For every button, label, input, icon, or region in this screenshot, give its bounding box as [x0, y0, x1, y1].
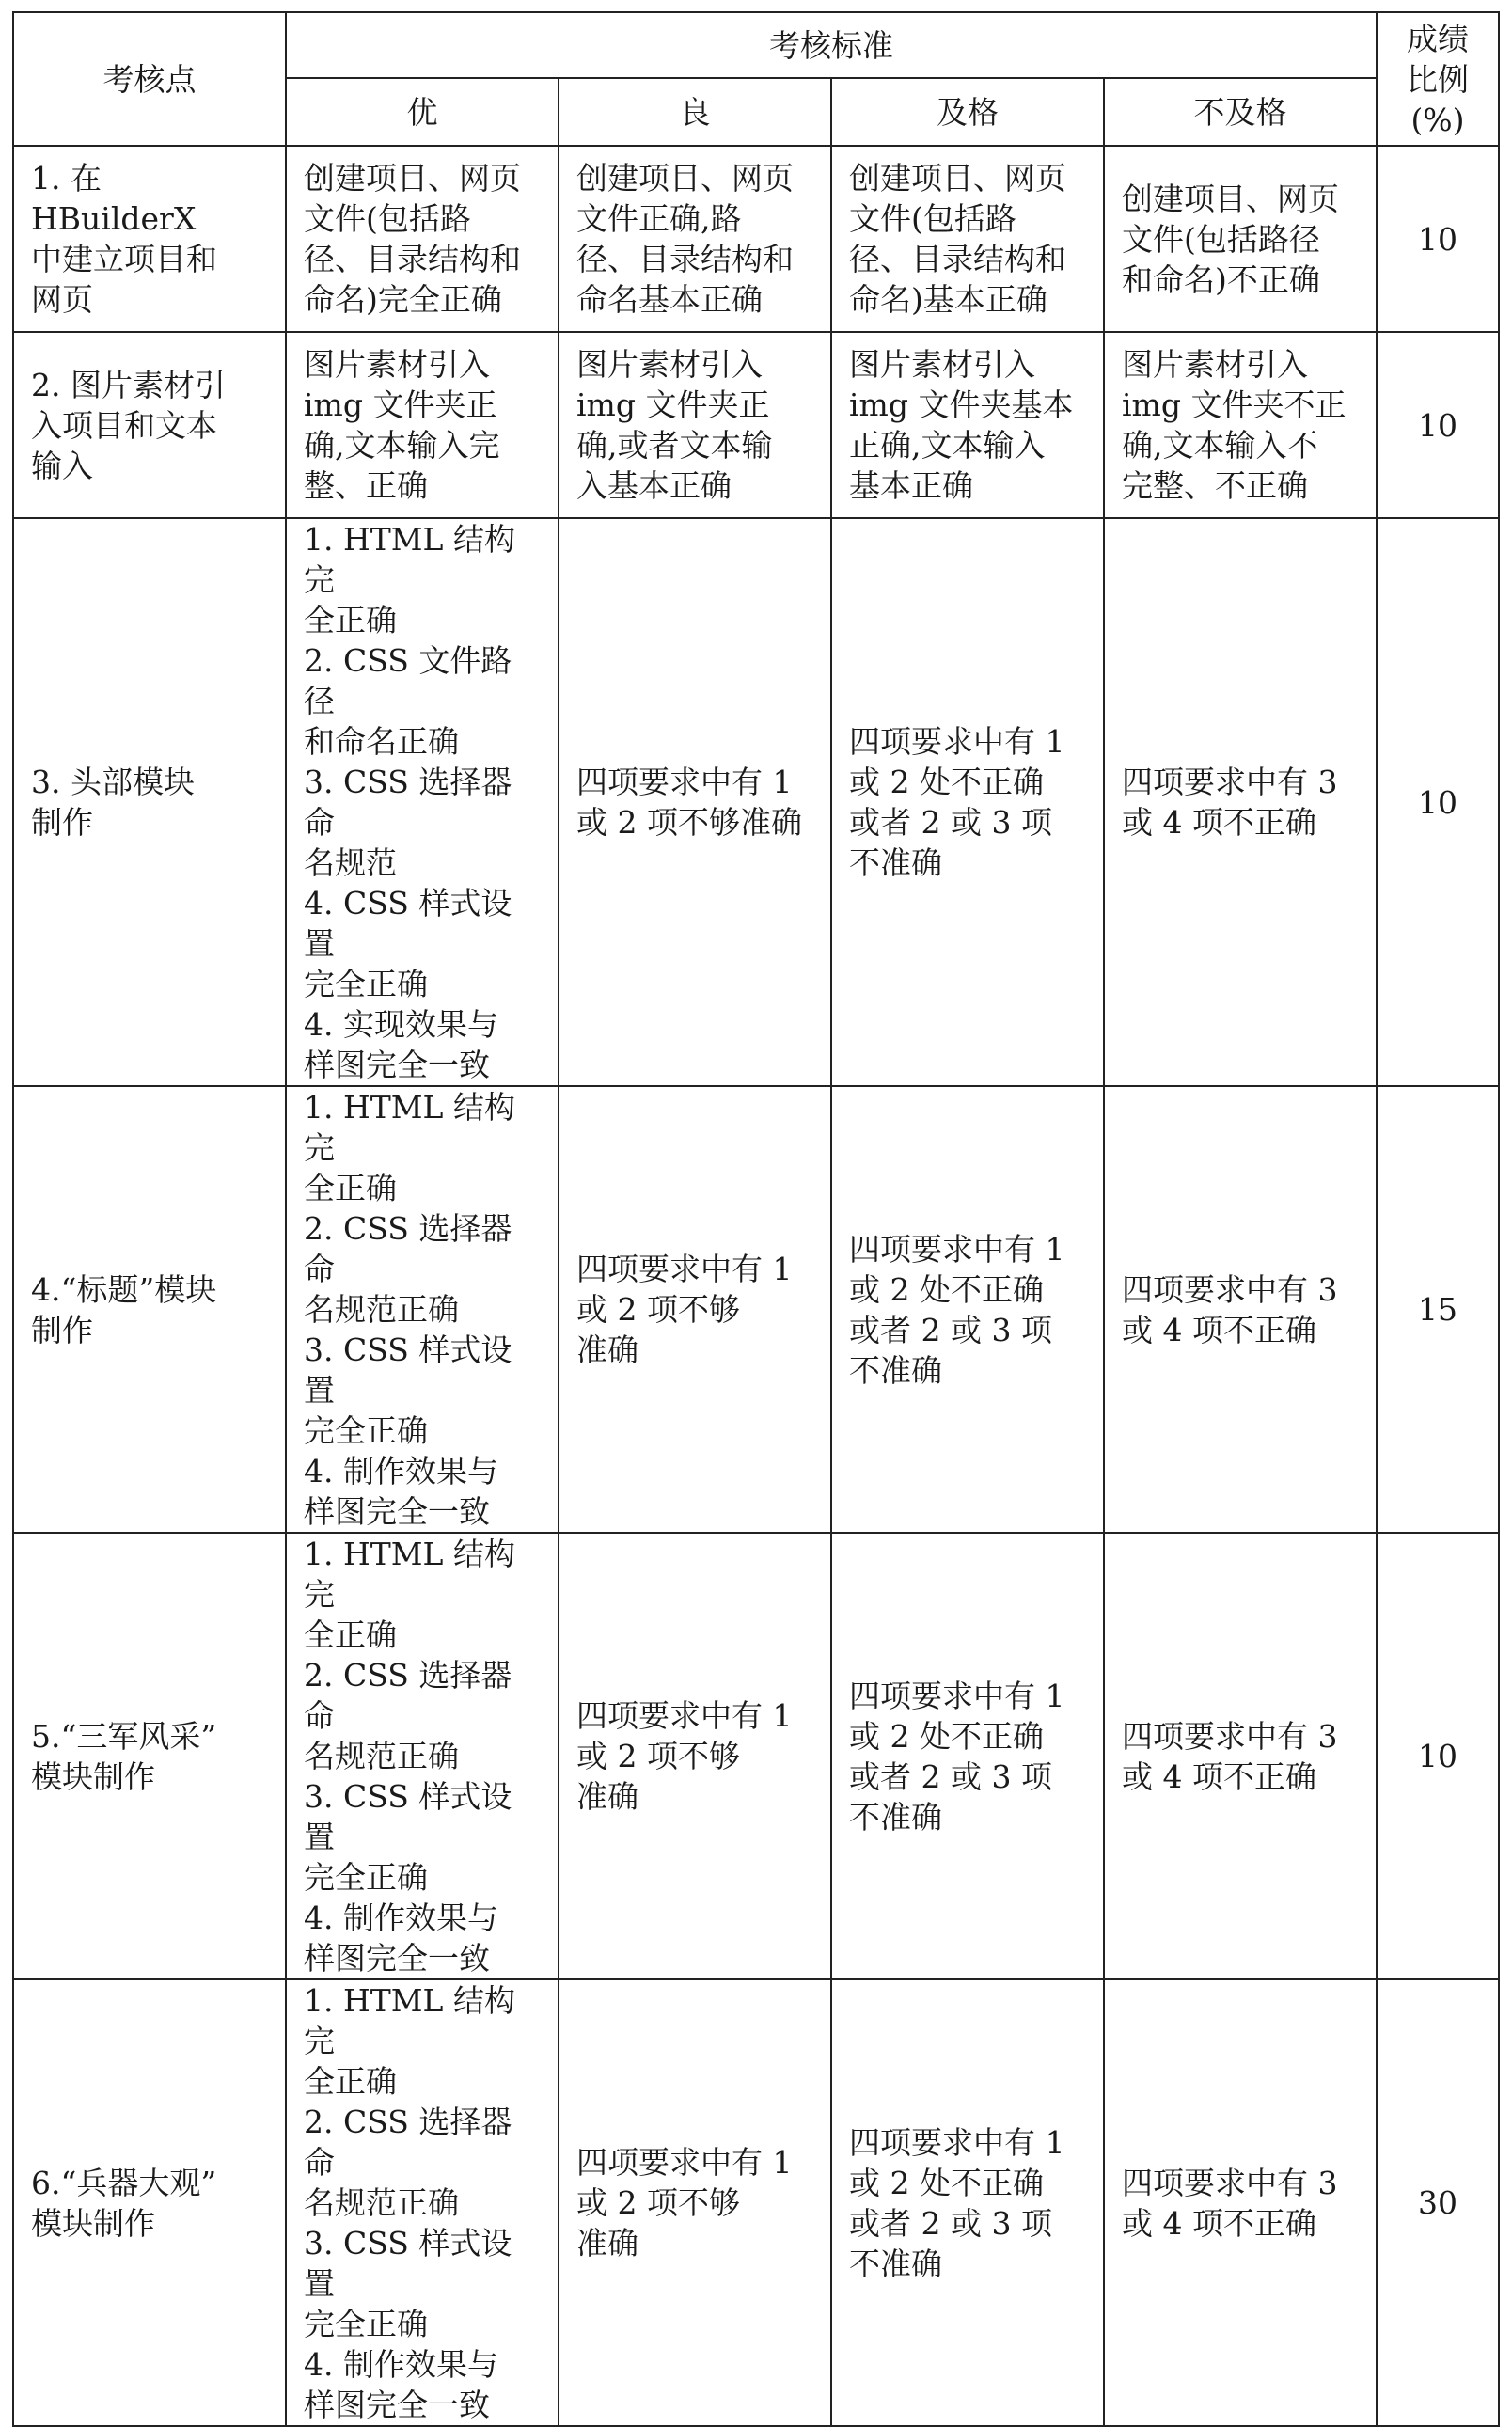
- table-row: [13, 1533, 1499, 1979]
- score-ratio-cell: 10: [1377, 518, 1499, 1086]
- header-level-excellent: 优: [286, 78, 559, 146]
- score-ratio-cell: 30: [1377, 1979, 1499, 2426]
- score-ratio-cell: 10: [1377, 332, 1499, 518]
- score-ratio-cell: 10: [1377, 146, 1499, 332]
- pass-criteria-cell: 四项要求中有 1 或 2 处不正确 或者 2 或 3 项 不准确: [831, 518, 1104, 1086]
- good-criteria-cell: 四项要求中有 1 或 2 项不够 准确: [559, 1533, 831, 1979]
- excellent-criteria-cell: 1. HTML 结构完 全正确 2. CSS 选择器命 名规范正确 3. CSS 样式设置 完全正确 4. 制作效果与 样图完全一致: [286, 1533, 559, 1979]
- pass-criteria-cell: 四项要求中有 1 或 2 处不正确 或者 2 或 3 项 不准确: [831, 1979, 1104, 2426]
- fail-criteria-cell: 四项要求中有 3 或 4 项不正确: [1104, 518, 1377, 1086]
- table-row: [13, 1086, 1499, 1533]
- good-criteria-cell: 四项要求中有 1 或 2 项不够 准确: [559, 1979, 831, 2426]
- good-criteria-cell: 四项要求中有 1 或 2 项不够 准确: [559, 1086, 831, 1533]
- assessment-point-cell: 2. 图片素材引 入项目和文本 输入: [13, 332, 286, 518]
- excellent-criteria-cell: 1. HTML 结构完 全正确 2. CSS 文件路径 和命名正确 3. CSS 选择器命 名规范 4. CSS 样式设置 完全正确 4. 实现效果与 样图完全一致: [286, 518, 559, 1086]
- table-row: [13, 146, 1499, 332]
- fail-criteria-cell: 四项要求中有 3 或 4 项不正确: [1104, 1086, 1377, 1533]
- assessment-point-cell: 3. 头部模块 制作: [13, 518, 286, 1086]
- table-row: [13, 1979, 1499, 2426]
- pass-criteria-cell: 四项要求中有 1 或 2 处不正确 或者 2 或 3 项 不准确: [831, 1086, 1104, 1533]
- fail-criteria-cell: 四项要求中有 3 或 4 项不正确: [1104, 1979, 1377, 2426]
- score-ratio-cell: 10: [1377, 1533, 1499, 1979]
- table-row: [13, 332, 1499, 518]
- table-row: [13, 518, 1499, 1086]
- header-assessment-criteria: 考核标准: [286, 12, 1377, 78]
- fail-criteria-cell: 四项要求中有 3 或 4 项不正确: [1104, 1533, 1377, 1979]
- good-criteria-cell: 图片素材引入 img 文件夹正 确,或者文本输 入基本正确: [559, 332, 831, 518]
- assessment-table: [12, 11, 1500, 2427]
- header-score-ratio: 成绩 比例 (%): [1377, 12, 1499, 146]
- assessment-point-cell: 6.“兵器大观” 模块制作: [13, 1979, 286, 2426]
- fail-criteria-cell: 创建项目、网页 文件(包括路径 和命名)不正确: [1104, 146, 1377, 332]
- good-criteria-cell: 创建项目、网页 文件正确,路 径、目录结构和 命名基本正确: [559, 146, 831, 332]
- excellent-criteria-cell: 1. HTML 结构完 全正确 2. CSS 选择器命 名规范正确 3. CSS 样式设置 完全正确 4. 制作效果与 样图完全一致: [286, 1979, 559, 2426]
- excellent-criteria-cell: 图片素材引入 img 文件夹正 确,文本输入完 整、正确: [286, 332, 559, 518]
- header-level-pass: 及格: [831, 78, 1104, 146]
- assessment-point-cell: 4.“标题”模块 制作: [13, 1086, 286, 1533]
- assessment-point-cell: 1. 在 HBuilderX 中建立项目和 网页: [13, 146, 286, 332]
- score-ratio-cell: 15: [1377, 1086, 1499, 1533]
- excellent-criteria-cell: 1. HTML 结构完 全正确 2. CSS 选择器命 名规范正确 3. CSS 样式设置 完全正确 4. 制作效果与 样图完全一致: [286, 1086, 559, 1533]
- pass-criteria-cell: 图片素材引入 img 文件夹基本 正确,文本输入 基本正确: [831, 332, 1104, 518]
- fail-criteria-cell: 图片素材引入 img 文件夹不正 确,文本输入不 完整、不正确: [1104, 332, 1377, 518]
- excellent-criteria-cell: 创建项目、网页 文件(包括路 径、目录结构和 命名)完全正确: [286, 146, 559, 332]
- header-assessment-point: 考核点: [13, 12, 286, 146]
- assessment-point-cell: 5.“三军风采” 模块制作: [13, 1533, 286, 1979]
- header-level-good: 良: [559, 78, 831, 146]
- pass-criteria-cell: 四项要求中有 1 或 2 处不正确 或者 2 或 3 项 不准确: [831, 1533, 1104, 1979]
- good-criteria-cell: 四项要求中有 1 或 2 项不够准确: [559, 518, 831, 1086]
- pass-criteria-cell: 创建项目、网页 文件(包括路 径、目录结构和 命名)基本正确: [831, 146, 1104, 332]
- header-level-fail: 不及格: [1104, 78, 1377, 146]
